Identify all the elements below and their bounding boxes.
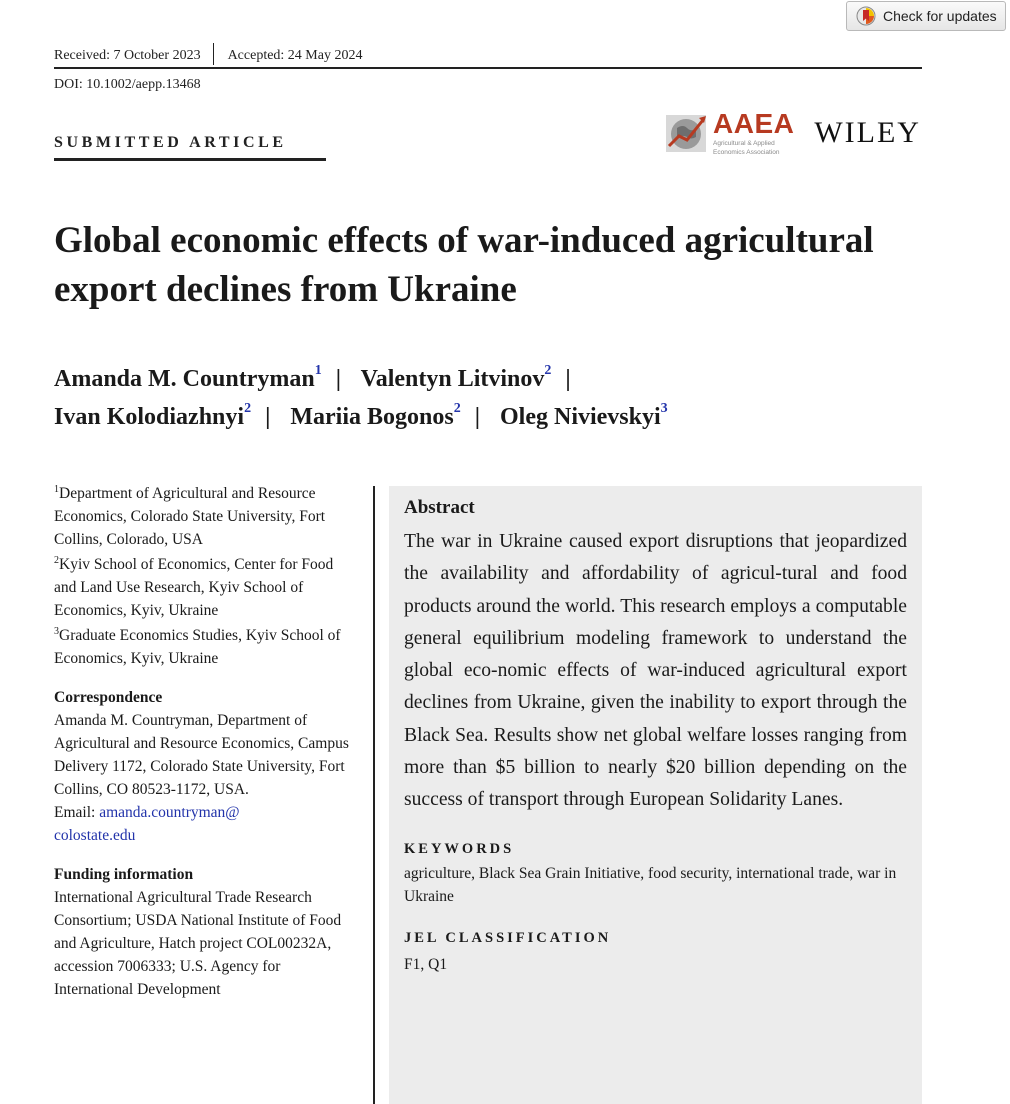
author-affiliation-ref[interactable]: 2 xyxy=(544,363,552,378)
author-separator: | xyxy=(335,366,341,392)
correspondence-email xyxy=(54,801,359,847)
author-affiliation-ref[interactable]: 2 xyxy=(453,401,461,416)
abstract-panel xyxy=(389,486,922,1104)
affiliation xyxy=(54,624,359,670)
abstract-heading: Abstract xyxy=(404,497,475,518)
keywords-heading: KEYWORDS xyxy=(404,840,515,857)
header-rule xyxy=(54,67,922,69)
author-separator: | xyxy=(474,404,480,430)
column-divider xyxy=(373,486,375,1104)
aaea-globe-logo xyxy=(665,112,709,154)
dates-divider xyxy=(213,43,214,65)
affiliation-number: 2 xyxy=(54,554,59,566)
funding-heading: Funding information xyxy=(54,866,194,883)
author-affiliation-ref[interactable]: 3 xyxy=(660,401,668,416)
correspondence-heading: Correspondence xyxy=(54,689,163,706)
article-type-underline xyxy=(54,158,326,161)
article-type: SUBMITTED ARTICLE xyxy=(54,134,287,151)
affiliation-text: Kyiv School of Economics, Center for Food and Land Use Research, Kyiv School of Economics, Kyiv, Ukraine xyxy=(54,556,334,619)
affiliation-text: Department of Agricultural and Resource Economics, Colorado State University, Fort Collins, Colorado, USA xyxy=(54,485,326,548)
front-matter-sidebar xyxy=(54,482,359,1001)
aaea-wordmark: AAEA xyxy=(713,108,795,139)
accepted-date: Accepted: 24 May 2024 xyxy=(227,48,363,64)
check-for-updates-button[interactable] xyxy=(846,1,1006,31)
check-for-updates-label: Check for updates xyxy=(883,8,997,24)
funding-text: International Agricultural Trade Research Consortium; USDA National Institute of Food and Agriculture, Hatch project COL00232A, accession 7006333; U.S. Agency for International Development xyxy=(54,889,342,998)
author-name[interactable]: Oleg Nivievskyi xyxy=(500,404,661,430)
dates-line xyxy=(54,45,362,67)
affiliation xyxy=(54,482,359,551)
email-link-part-2[interactable]: colostate.edu xyxy=(54,827,136,844)
doi[interactable]: DOI: 10.1002/aepp.13468 xyxy=(54,77,201,92)
aaea-subtitle-1: Agricultural & Applied xyxy=(713,140,775,147)
author-name[interactable]: Ivan Kolodiazhnyi xyxy=(54,404,245,430)
publisher-logos xyxy=(665,110,921,157)
affiliation xyxy=(54,553,359,622)
article-title: Global economic effects of war-induced agricultural export declines from Ukraine xyxy=(54,220,874,310)
author-name[interactable]: Amanda M. Countryman xyxy=(54,366,315,392)
author-affiliation-ref[interactable]: 1 xyxy=(314,363,322,378)
correspondence-text: Amanda M. Countryman, Department of Agricultural and Resource Economics, Campus Delivery 1172, Colorado State University, Fort Collins, CO 80523-1172, USA. xyxy=(54,712,349,798)
wiley-wordmark: WILEY xyxy=(814,116,921,150)
jel-text: F1, Q1 xyxy=(404,955,448,973)
aaea-subtitle-2: Economics Association xyxy=(713,149,780,157)
jel-heading: JEL CLASSIFICATION xyxy=(404,929,612,946)
author-name[interactable]: Mariia Bogonos xyxy=(290,404,454,430)
author-name[interactable]: Valentyn Litvinov xyxy=(360,366,545,392)
received-date: Received: 7 October 2023 xyxy=(54,48,201,64)
email-link-part-1[interactable]: amanda.countryman@ xyxy=(99,804,240,821)
author-separator: | xyxy=(265,404,271,430)
author-list xyxy=(54,360,934,436)
check-updates-icon xyxy=(856,6,876,26)
author-separator: | xyxy=(565,366,571,392)
affiliation-text: Graduate Economics Studies, Kyiv School of Economics, Kyiv, Ukraine xyxy=(54,627,341,667)
email-label: Email: xyxy=(54,804,96,821)
author-affiliation-ref[interactable]: 2 xyxy=(244,401,252,416)
abstract-body: The war in Ukraine caused export disruptions that jeopardized the availability and affordability of agricul-tural and food products around the world. This research employs a computable general equilibrium modeling framework to understand the global eco-nomic effects of war-induced agricultural export declines from Ukraine, given the inability to export through the Black Sea. Results show net global welfare losses ranging from more than $5 billion to nearly $20 billion depending on the success of transport through European Solidarity Lanes. xyxy=(404,531,907,811)
keywords-text: agriculture, Black Sea Grain Initiative, food security, international trade, war in Ukraine xyxy=(404,864,897,905)
affiliation-number: 1 xyxy=(54,483,59,495)
affiliation-number: 3 xyxy=(54,625,59,637)
